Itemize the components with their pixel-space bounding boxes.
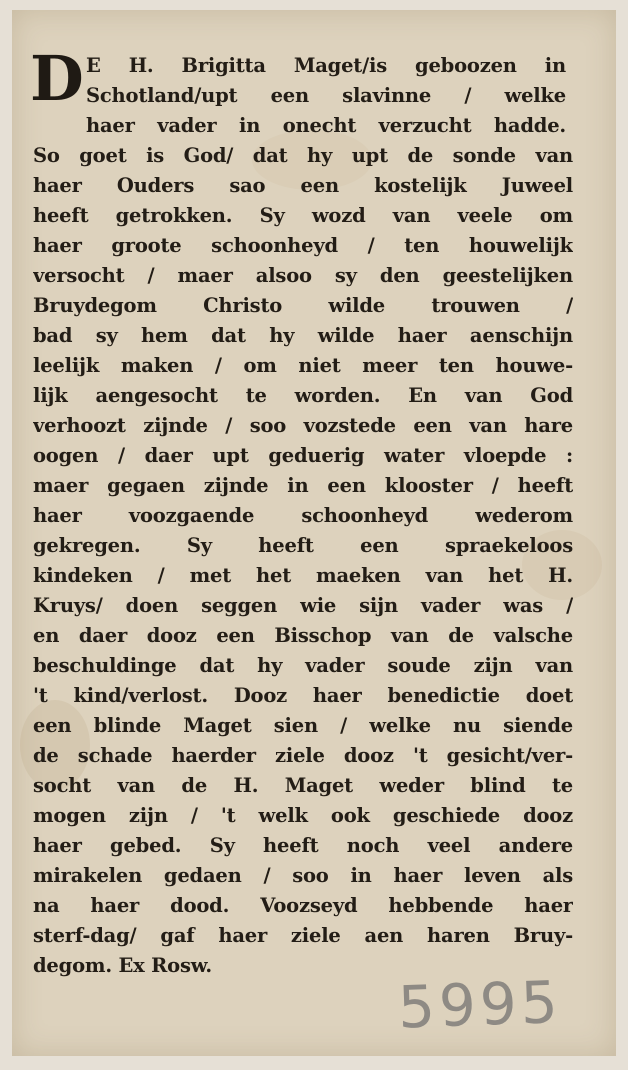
text-line: 't kind/verlost. Dooz haer benedictie doet: [33, 684, 573, 707]
text-line: sterf-dag/ gaf haer ziele aen haren Bruy-: [33, 924, 573, 947]
text-line: maer gegaen zijnde in een klooster / heeft: [33, 474, 573, 497]
text-line: na haer dood. Voozseyd hebbende haer: [33, 894, 573, 917]
text-line: mogen zijn / 't welk ook geschiede dooz: [33, 804, 573, 827]
text-line: haer gebed. Sy heeft noch veel andere: [33, 834, 573, 857]
text-line: Kruys/ doen seggen wie sijn vader was /: [33, 594, 573, 617]
text-line: lijk aengesocht te worden. En van God: [33, 384, 573, 407]
text-line: haer Ouders sao een kostelijk Juweel: [33, 174, 573, 197]
drop-cap-letter: D: [30, 42, 84, 115]
text-line: haer vader in onecht verzucht hadde.: [86, 114, 566, 137]
text-line: oogen / daer upt geduerig water vloepde :: [33, 444, 573, 467]
text-line: en daer dooz een Bisschop van de valsche: [33, 624, 573, 647]
text-line: socht van de H. Maget weder blind te: [33, 774, 573, 797]
text-line: haer voozgaende schoonheyd wederom: [33, 504, 573, 527]
text-line: leelijk maken / om niet meer ten houwe-: [33, 354, 573, 377]
text-line: beschuldinge dat hy vader soude zijn van: [33, 654, 573, 677]
text-line: degom. Ex Rosw.: [33, 954, 212, 977]
text-line: So goet is God/ dat hy upt de sonde van: [33, 144, 573, 167]
text-line: Schotland/upt een slavinne / welke: [86, 84, 566, 107]
text-line: kindeken / met het maeken van het H.: [33, 564, 573, 587]
text-line: E H. Brigitta Maget/is geboozen in: [86, 54, 566, 77]
text-line: heeft getrokken. Sy wozd van veele om: [33, 204, 573, 227]
text-line: Bruydegom Christo wilde trouwen /: [33, 294, 573, 317]
text-line: haer groote schoonheyd / ten houwelijk: [33, 234, 573, 257]
text-line: mirakelen gedaen / soo in haer leven als: [33, 864, 573, 887]
text-line: de schade haerder ziele dooz 't gesicht/ver-: [33, 744, 573, 767]
text-line: gekregen. Sy heeft een spraekeloos: [33, 534, 573, 557]
text-line: een blinde Maget sien / welke nu siende: [33, 714, 573, 737]
text-line: versocht / maer alsoo sy den geestelijken: [33, 264, 573, 287]
pencil-inventory-number: 5995: [396, 967, 563, 1042]
text-line: verhoozt zijnde / soo vozstede een van hare: [33, 414, 573, 437]
text-line: bad sy hem dat hy wilde haer aenschijn: [33, 324, 573, 347]
